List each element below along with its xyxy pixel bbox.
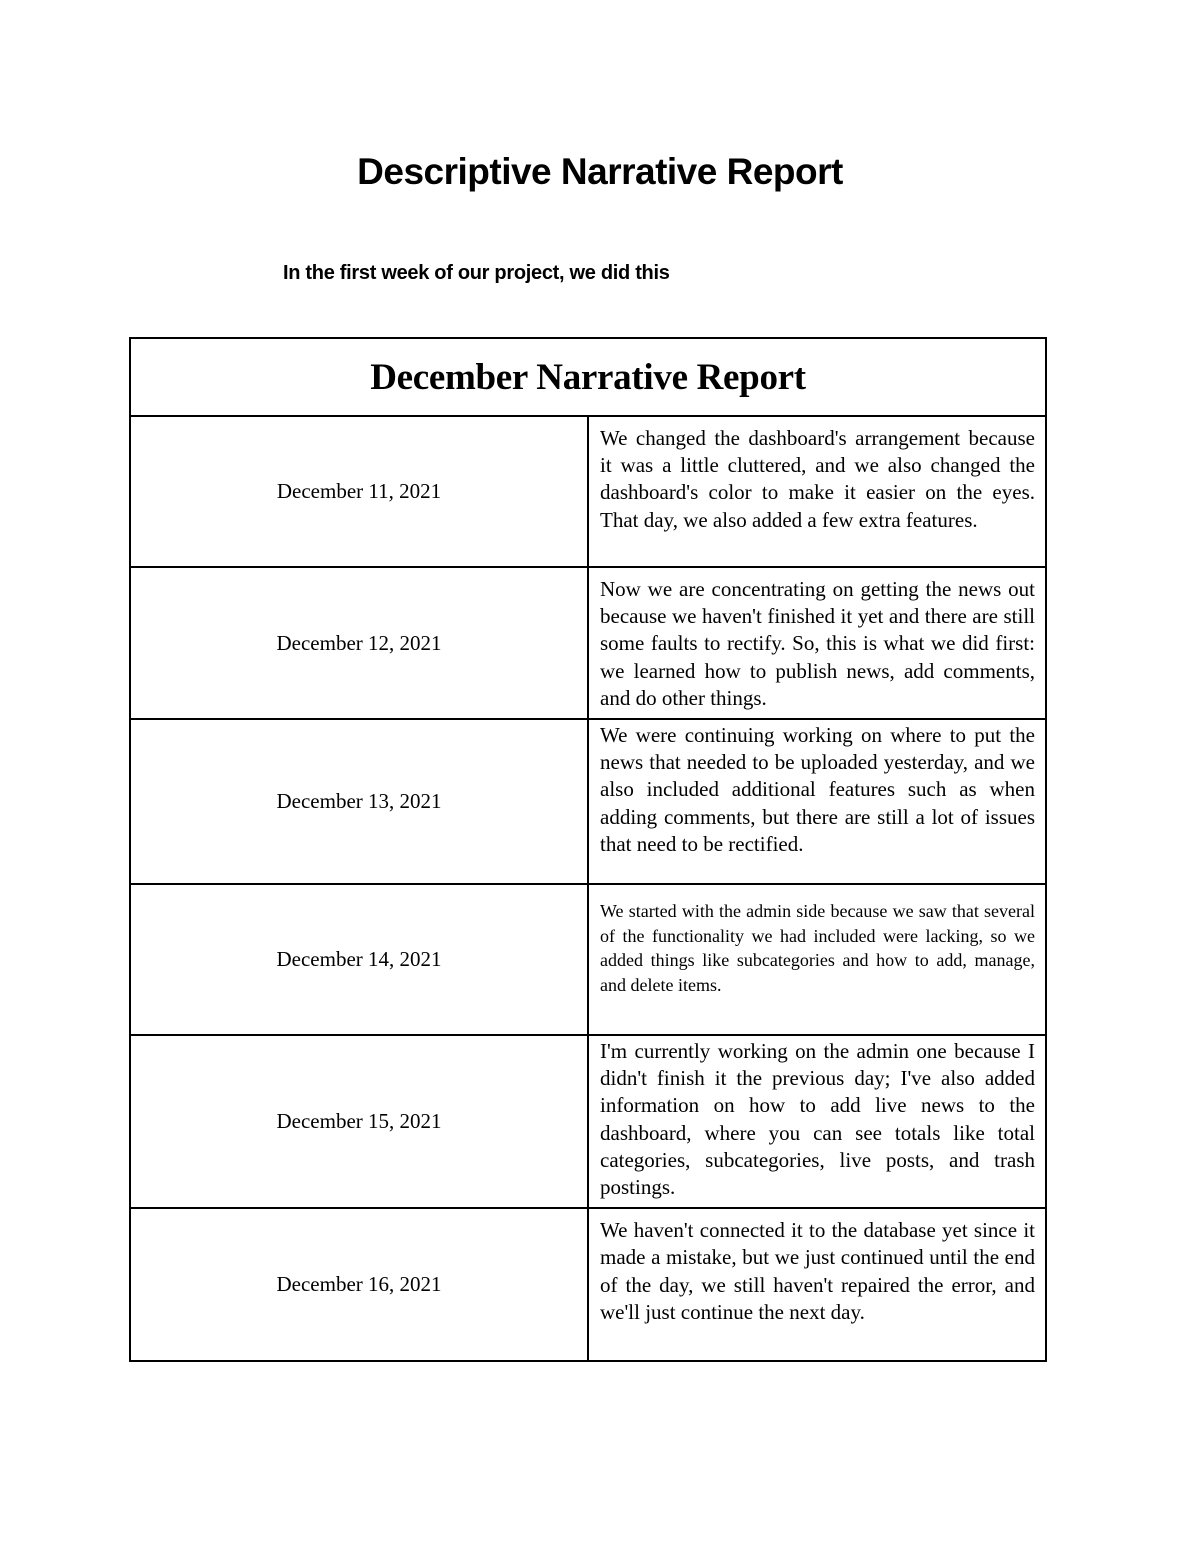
row-description: Now we are concentrating on getting the news out because we haven't finished it yet and there are still some faults to rectify. So, this is what we did first: we learned how to publish news, add comments, and do other things.: [588, 567, 1046, 719]
intro-text: In the first week of our project, we did this: [283, 262, 670, 284]
table-row: [130, 719, 1046, 884]
table-row: [130, 567, 1046, 719]
row-date: December 12, 2021: [130, 567, 588, 719]
row-date: December 16, 2021: [130, 1208, 588, 1361]
document-title: Descriptive Narrative Report: [357, 151, 843, 192]
row-description: We started with the admin side because we saw that several of the functionality we had included were lacking, so we added things like subcategories and how to add, manage, and delete items.: [588, 884, 1046, 1035]
row-date: December 13, 2021: [130, 719, 588, 884]
row-date: December 15, 2021: [130, 1035, 588, 1208]
row-description: We haven't connected it to the database yet since it made a mistake, but we just continued until the end of the day, we still haven't repaired the error, and we'll just continue the next day.: [588, 1208, 1046, 1361]
row-description: We changed the dashboard's arrangement because it was a little cluttered, and we also changed the dashboard's color to make it easier on the eyes. That day, we also added a few extra features.: [588, 416, 1046, 567]
table-row: [130, 884, 1046, 1035]
narrative-report-table: [129, 337, 1047, 1362]
table-row: [130, 1208, 1046, 1361]
row-date: December 14, 2021: [130, 884, 588, 1035]
table-caption-row: [130, 338, 1046, 416]
row-date: December 11, 2021: [130, 416, 588, 567]
table-row: [130, 1035, 1046, 1208]
row-description: We were continuing working on where to put the news that needed to be uploaded yesterday, and we also included additional features such as when adding comments, but there are still a lot of issues that need to be rectified.: [588, 719, 1046, 884]
table-caption: December Narrative Report: [130, 338, 1046, 416]
table-row: [130, 416, 1046, 567]
row-description: I'm currently working on the admin one because I didn't finish it the previous day; I've also added information on how to add live news to the dashboard, where you can see totals like total categories, subcategories, live posts, and trash postings.: [588, 1035, 1046, 1208]
